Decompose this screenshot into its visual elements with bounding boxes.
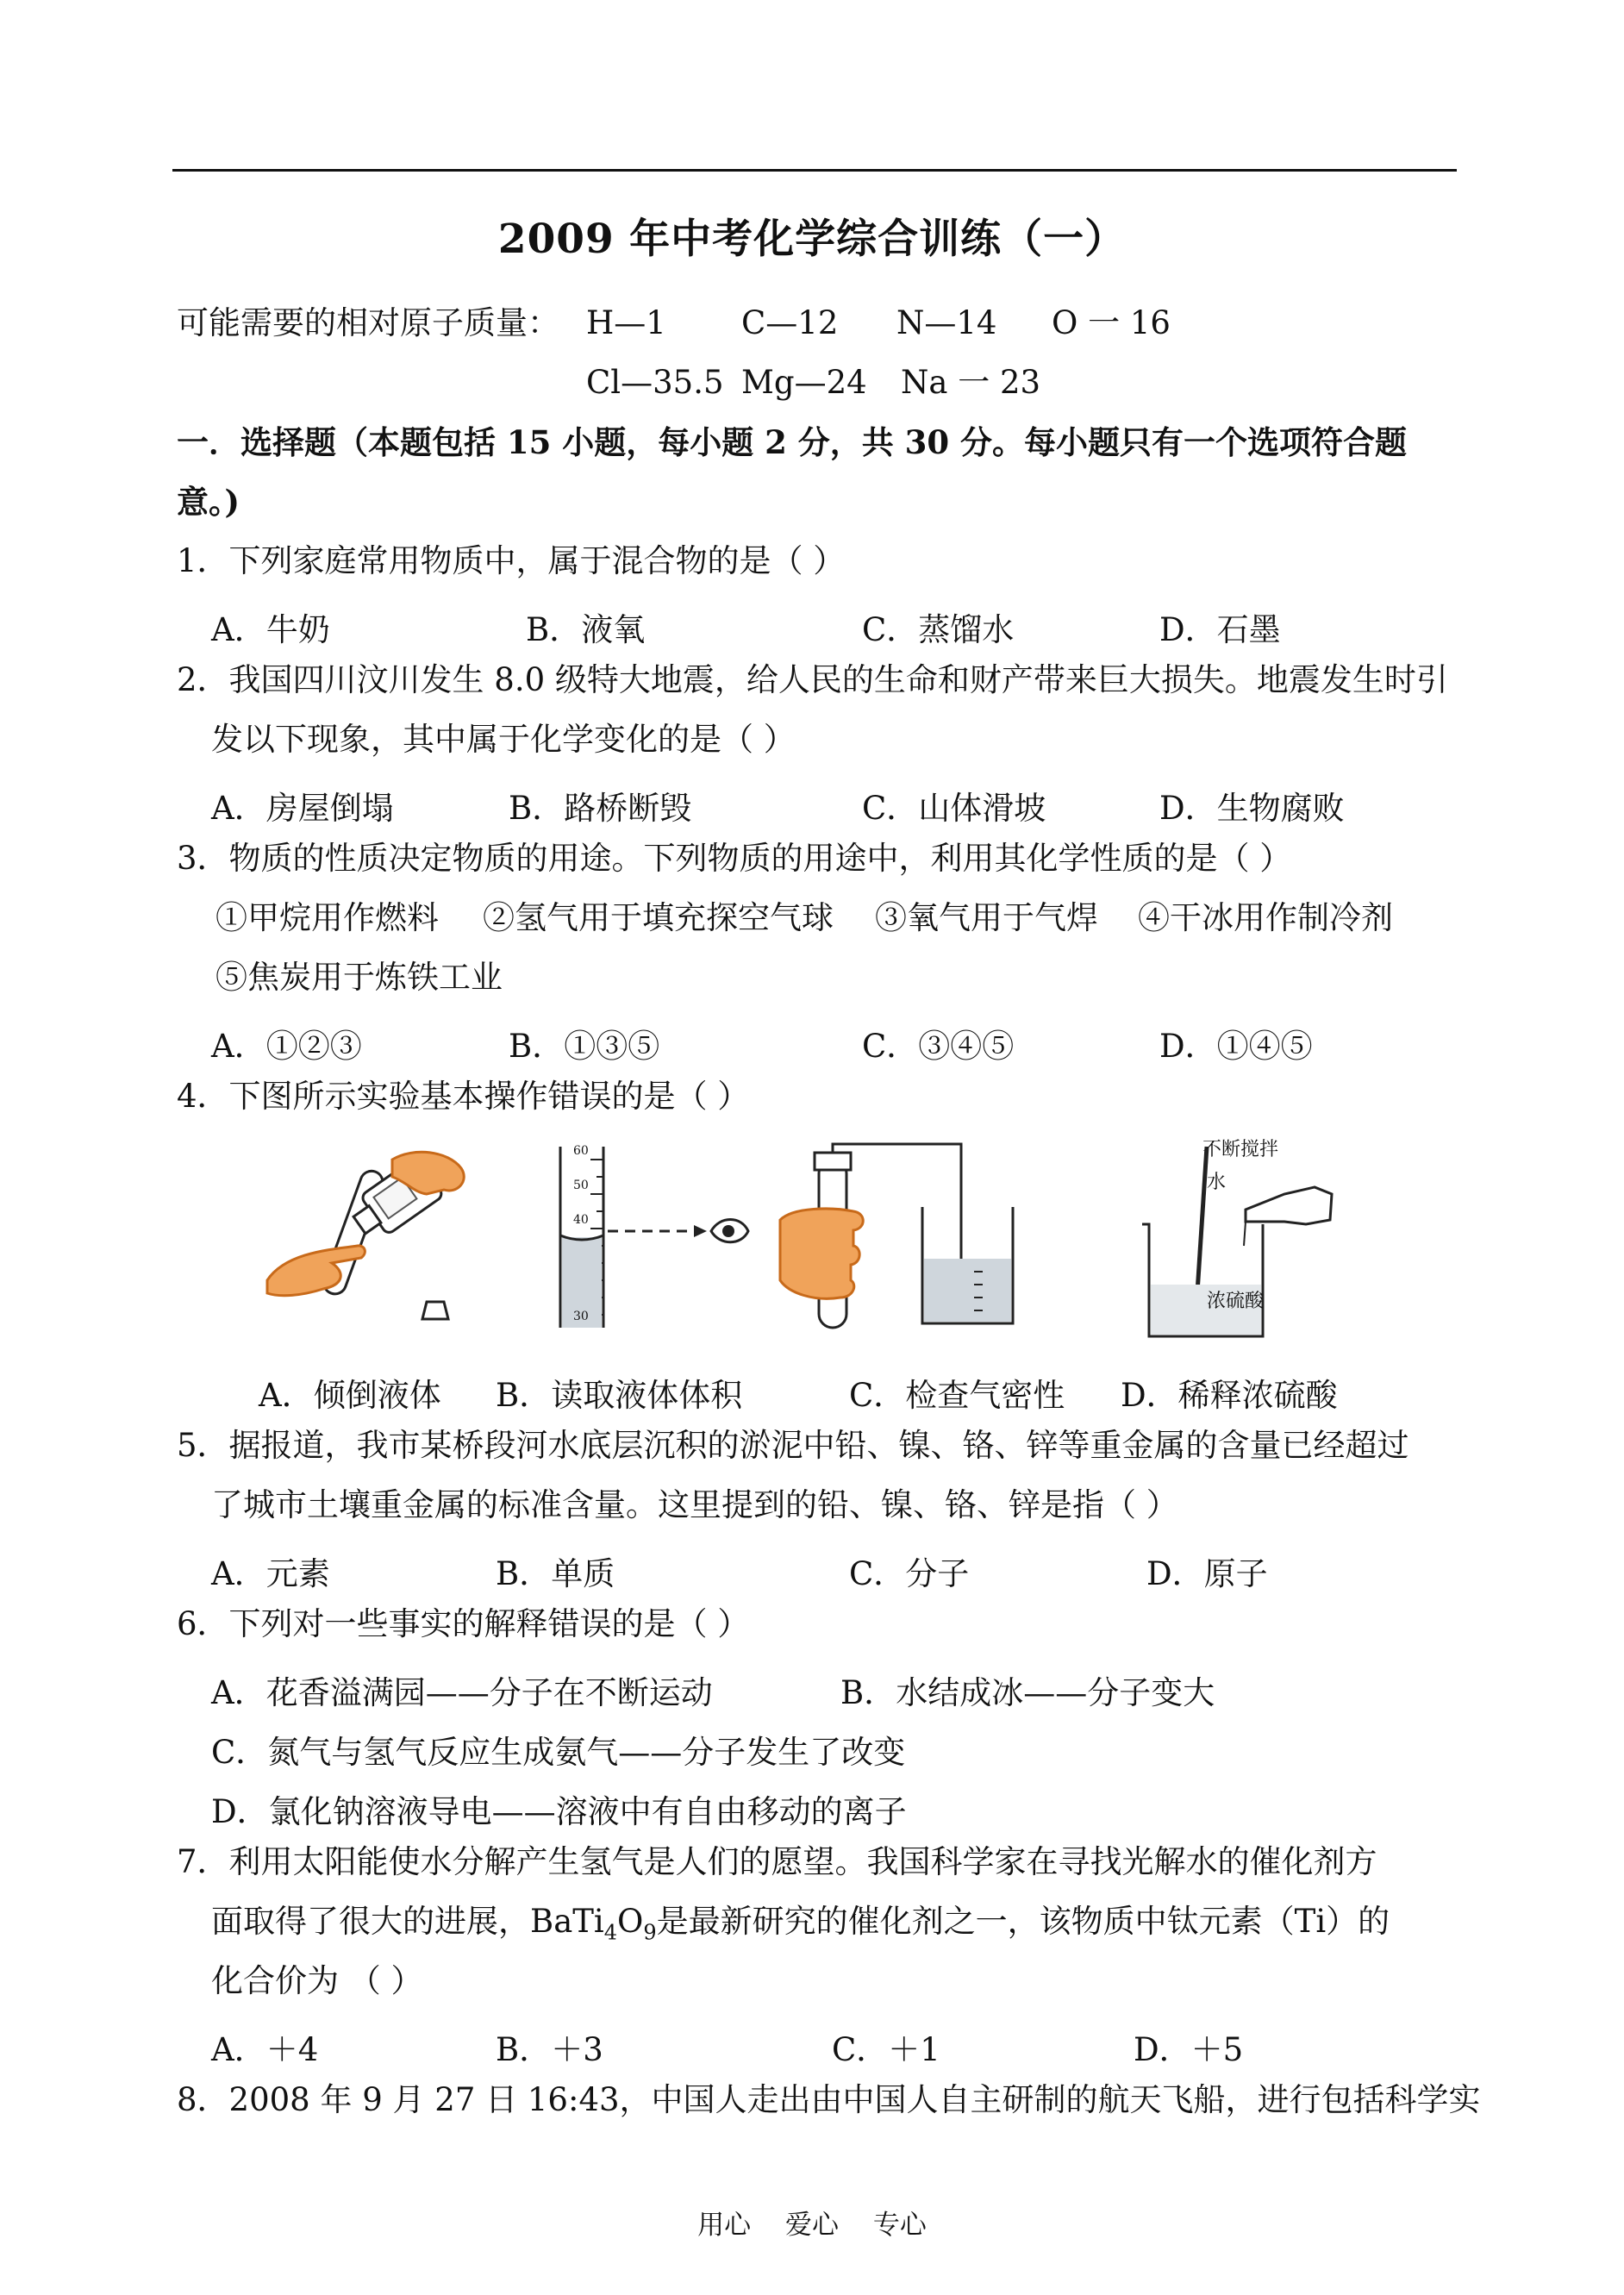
question-3-option-a: A．①②③ bbox=[211, 1028, 362, 1065]
question-3-item-2: ②氢气用于填充探空气球 bbox=[483, 899, 834, 936]
question-7-option-c: C．＋1 bbox=[832, 2031, 940, 2068]
figure-reading-volume bbox=[552, 1142, 754, 1336]
atomic-mass-na: Na 一 23 bbox=[901, 364, 1041, 401]
question-3-item-5: ⑤焦炭用于炼铁工业 bbox=[215, 959, 503, 996]
atomic-mass-o: O 一 16 bbox=[1052, 304, 1171, 341]
question-2-option-a: A．房屋倒塌 bbox=[211, 790, 394, 827]
question-3-item-1: ①甲烷用作燃料 bbox=[215, 899, 439, 936]
question-7-stem: 7．利用太阳能使水分解产生氢气是人们的愿望。我国科学家在寻找光解水的催化剂方 bbox=[177, 1843, 1377, 1880]
question-5-option-a: A．元素 bbox=[211, 1555, 330, 1592]
question-1-stem: 1．下列家庭常用物质中，属于混合物的是（ ） bbox=[177, 542, 846, 579]
question-2-option-c: C．山体滑坡 bbox=[862, 790, 1046, 827]
question-3-option-b: B．①③⑤ bbox=[509, 1028, 660, 1065]
question-7-stem-cont: 面取得了很大的进展，$BaTi_4O_9$是最新研究的催化剂之一，该物质中钛元素（Ti）的 bbox=[211, 1903, 1390, 1945]
page-title: 2009 年中考化学综合训练（一） bbox=[497, 216, 1127, 263]
question-1-option-d: D．石墨 bbox=[1159, 611, 1281, 648]
header-rule bbox=[172, 169, 1457, 172]
question-1-option-b: B．液氧 bbox=[526, 611, 646, 648]
question-2-stem: 2．我国四川汶川发生 8.0 级特大地震，给人民的生命和财产带来巨大损失。地震发生时引 bbox=[177, 661, 1448, 698]
question-2-option-b: B．路桥断毁 bbox=[509, 790, 692, 827]
question-5-stem-cont: 了城市土壤重金属的标准含量。这里提到的铅、镍、铬、锌是指（ ） bbox=[211, 1486, 1178, 1523]
question-3-option-d: D．①④⑤ bbox=[1159, 1028, 1313, 1065]
question-4-option-b: B．读取液体体积 bbox=[496, 1377, 743, 1414]
atomic-mass-label: 可能需要的相对原子质量： bbox=[177, 304, 559, 341]
cylinder-scale-40: 40 bbox=[573, 1213, 589, 1227]
question-4-option-a: A．倾倒液体 bbox=[259, 1377, 441, 1414]
cylinder-scale-30: 30 bbox=[573, 1310, 589, 1323]
question-6-option-c: C．氮气与氢气反应生成氨气——分子发生了改变 bbox=[211, 1734, 906, 1771]
question-3-item-3: ③氧气用于气焊 bbox=[875, 899, 1098, 936]
figure-label-stir: 不断搅拌 bbox=[1202, 1139, 1279, 1160]
question-4-option-d: D．稀释浓硫酸 bbox=[1121, 1377, 1338, 1414]
figure-diluting-acid bbox=[1134, 1139, 1345, 1349]
atomic-mass-n: N—14 bbox=[896, 304, 997, 341]
bottle-stopper-icon bbox=[422, 1302, 448, 1319]
question-3-option-c: C．③④⑤ bbox=[862, 1028, 1015, 1065]
section-heading: 一．选择题（本题包括 15 小题，每小题 2 分，共 30 分。每小题只有一个选项符合题 bbox=[177, 423, 1408, 461]
question-2-stem-cont: 发以下现象，其中属于化学变化的是（ ） bbox=[211, 721, 796, 758]
question-6-option-d: D．氯化钠溶液导电——溶液中有自由移动的离子 bbox=[211, 1793, 907, 1830]
question-1-option-c: C．蒸馏水 bbox=[862, 611, 1015, 648]
question-7-stem-end: 化合价为 （ ） bbox=[211, 1962, 423, 1999]
atomic-mass-c: C—12 bbox=[741, 304, 839, 341]
question-6-option-b: B．水结成冰——分子变大 bbox=[840, 1674, 1215, 1711]
question-2-option-d: D．生物腐败 bbox=[1159, 790, 1345, 827]
atomic-mass-cl: Cl—35.5 bbox=[586, 364, 724, 401]
atomic-mass-mg: Mg—24 bbox=[741, 364, 867, 401]
question-3-stem: 3．物质的性质决定物质的用途。下列物质的用途中，利用其化学性质的是（ ） bbox=[177, 840, 1292, 877]
question-4-option-c: C．检查气密性 bbox=[849, 1377, 1065, 1414]
question-5-option-b: B．单质 bbox=[496, 1555, 615, 1592]
question-5-stem: 5．据报道，我市某桥段河水底层沉积的淤泥中铅、镍、铬、锌等重金属的含量已经超过 bbox=[177, 1427, 1409, 1464]
atomic-mass-h: H—1 bbox=[586, 304, 666, 341]
cylinder-scale-50: 50 bbox=[573, 1179, 589, 1192]
question-5-option-c: C．分子 bbox=[849, 1555, 970, 1592]
hand-icon bbox=[780, 1209, 863, 1298]
cylinder-scale-60: 60 bbox=[573, 1144, 589, 1158]
question-7-option-d: D．＋5 bbox=[1134, 2031, 1244, 2068]
figure-airtightness-check bbox=[771, 1142, 1052, 1336]
question-6-option-a: A．花香溢满园——分子在不断运动 bbox=[211, 1674, 713, 1711]
question-1-option-a: A．牛奶 bbox=[211, 611, 330, 648]
page-footer: 用心 爱心 专心 bbox=[697, 2210, 927, 2241]
reagent-bottle-icon bbox=[1246, 1187, 1332, 1224]
question-4-stem: 4．下图所示实验基本操作错误的是（ ） bbox=[177, 1078, 750, 1115]
figure-label-acid: 浓硫酸 bbox=[1207, 1291, 1265, 1312]
figure-pouring-liquid bbox=[263, 1142, 478, 1336]
figure-label-water: 水 bbox=[1207, 1172, 1227, 1193]
question-7-option-a: A．＋4 bbox=[211, 2031, 319, 2068]
question-7-option-b: B．＋3 bbox=[496, 2031, 603, 2068]
question-6-stem: 6．下列对一些事实的解释错误的是（ ） bbox=[177, 1605, 750, 1642]
question-8-stem: 8．2008 年 9 月 27 日 16:43，中国人走出由中国人自主研制的航天飞船，进行包括科学实 bbox=[177, 2081, 1481, 2118]
section-heading-cont: 意。) bbox=[177, 483, 240, 521]
question-5-option-d: D．原子 bbox=[1146, 1555, 1268, 1592]
question-3-item-4: ④干冰用作制冷剂 bbox=[1138, 899, 1393, 936]
